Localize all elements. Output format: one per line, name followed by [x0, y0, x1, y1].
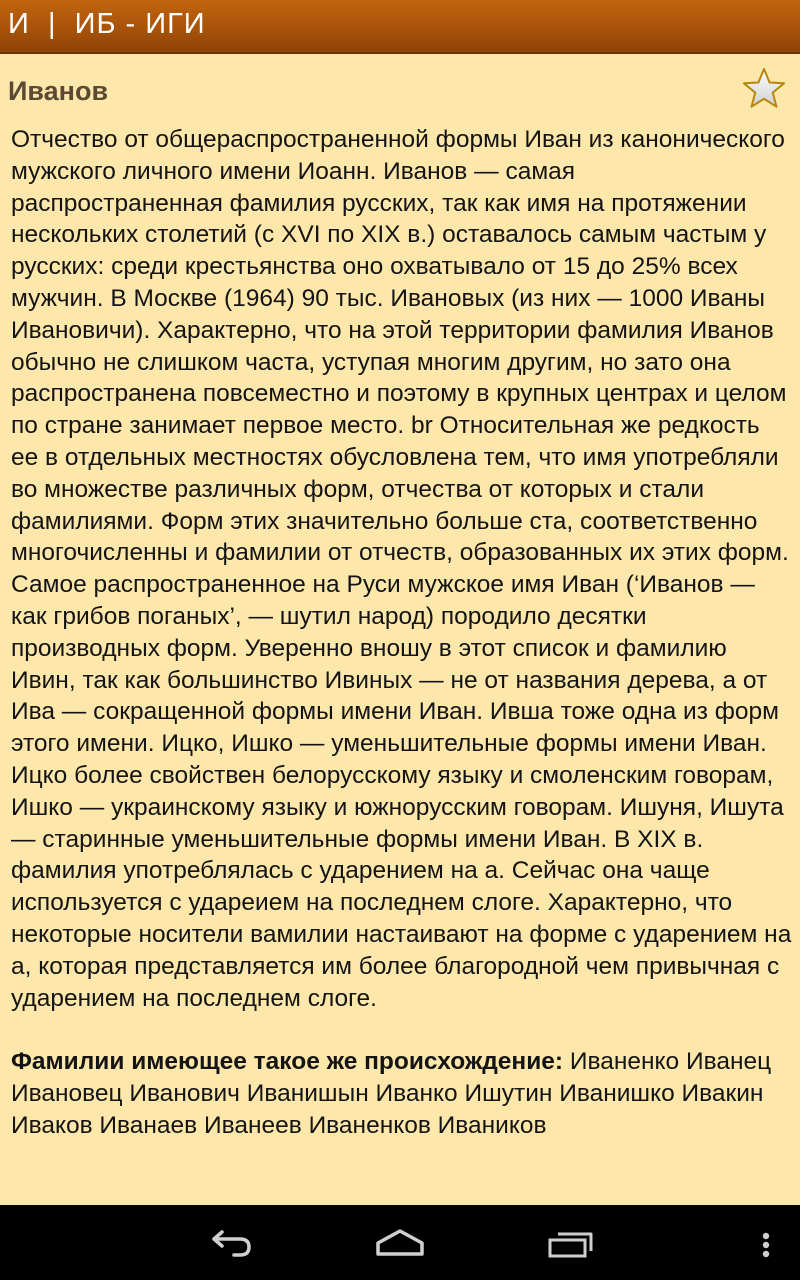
- overflow-menu-icon: [752, 1205, 780, 1280]
- back-button[interactable]: [196, 1205, 262, 1280]
- article-body: [11, 124, 793, 1142]
- related-surnames: [11, 1046, 793, 1141]
- favorite-button[interactable]: [741, 66, 787, 112]
- recent-apps-icon: [537, 1205, 605, 1280]
- related-label: Фамилии имеющее такое же происхождение:: [11, 1048, 564, 1076]
- article-text: Отчество от общераспространенной формы Иван из канонического мужского личного имени Иоанн. Иванов — самая распространенная фамилия русских, так как имя на протяжении нескольких столетий (с XVI по XIX в.) оставалось самым частым у русских: среди крестьянства оно охватывало от 15 до 25% всех мужчин. В Москве (1964) 90 тыс. Ивановых (из них — 1000 Иваны Ивановичи). Характерно, что на этой территории фамилия Иванов обычно не слишком часта, уступая многим другим, но зато она распространена повсеместно и поэтому в крупных центрах и целом по стране занимает первое место. br Относительная же редкость ее в отдельных местностях обусловлена тем, что имя употребляли во множестве различных форм, отчества от которых и стали фамилиями. Форм этих значительно больше ста, соответственно многочисленны и фамилии от отчеств, образованных их этих форм. Самое распространенное на Руси мужское имя Иван (‘Иванов — как грибов поганых’, — шутил народ) породило десятки производных форм. Уверенно вношу в этот список и фамилию Ивин, так как большинство Ивиных — не от названия дерева, а от Ива — сокращенной формы имени Иван. Ивша тоже одна из форм этого имени. Ицко, Ишко — уменьшительные формы имени Иван. Ицко более свойствен белорусскому языку и смоленским говорам, Ишко — украинскому языку и южнорусским говорам. Ишуня, Ишута — старинные уменьшительные формы имени Иван. В XIX в. фамилия употреблялась с ударением на а. Сейчас она чаще используется с удареием на последнем слоге. Характерно, что некоторые носители вамилии настаивают на форме с ударением на а, которая представляется им более благородной чем привычная с ударением на последнем слоге.: [11, 126, 792, 1012]
- home-button[interactable]: [366, 1205, 434, 1280]
- heading-row: [0, 58, 800, 124]
- overflow-menu-button[interactable]: [752, 1205, 780, 1280]
- page-title: Иванов: [8, 76, 109, 106]
- related-names: Иваненко Иванец Ивановец Иванович Иванишын Иванко Ишутин Иванишко Ивакин Иваков Иванаев Иванеев Иваненков Иваников: [11, 1048, 772, 1139]
- app-title: И | ИБ - ИГИ: [8, 8, 206, 40]
- home-icon: [366, 1205, 434, 1280]
- star-icon: [741, 66, 787, 112]
- system-nav-bar: [0, 1205, 800, 1280]
- back-icon: [196, 1205, 262, 1280]
- recent-apps-button[interactable]: [537, 1205, 605, 1280]
- action-bar: [0, 0, 800, 54]
